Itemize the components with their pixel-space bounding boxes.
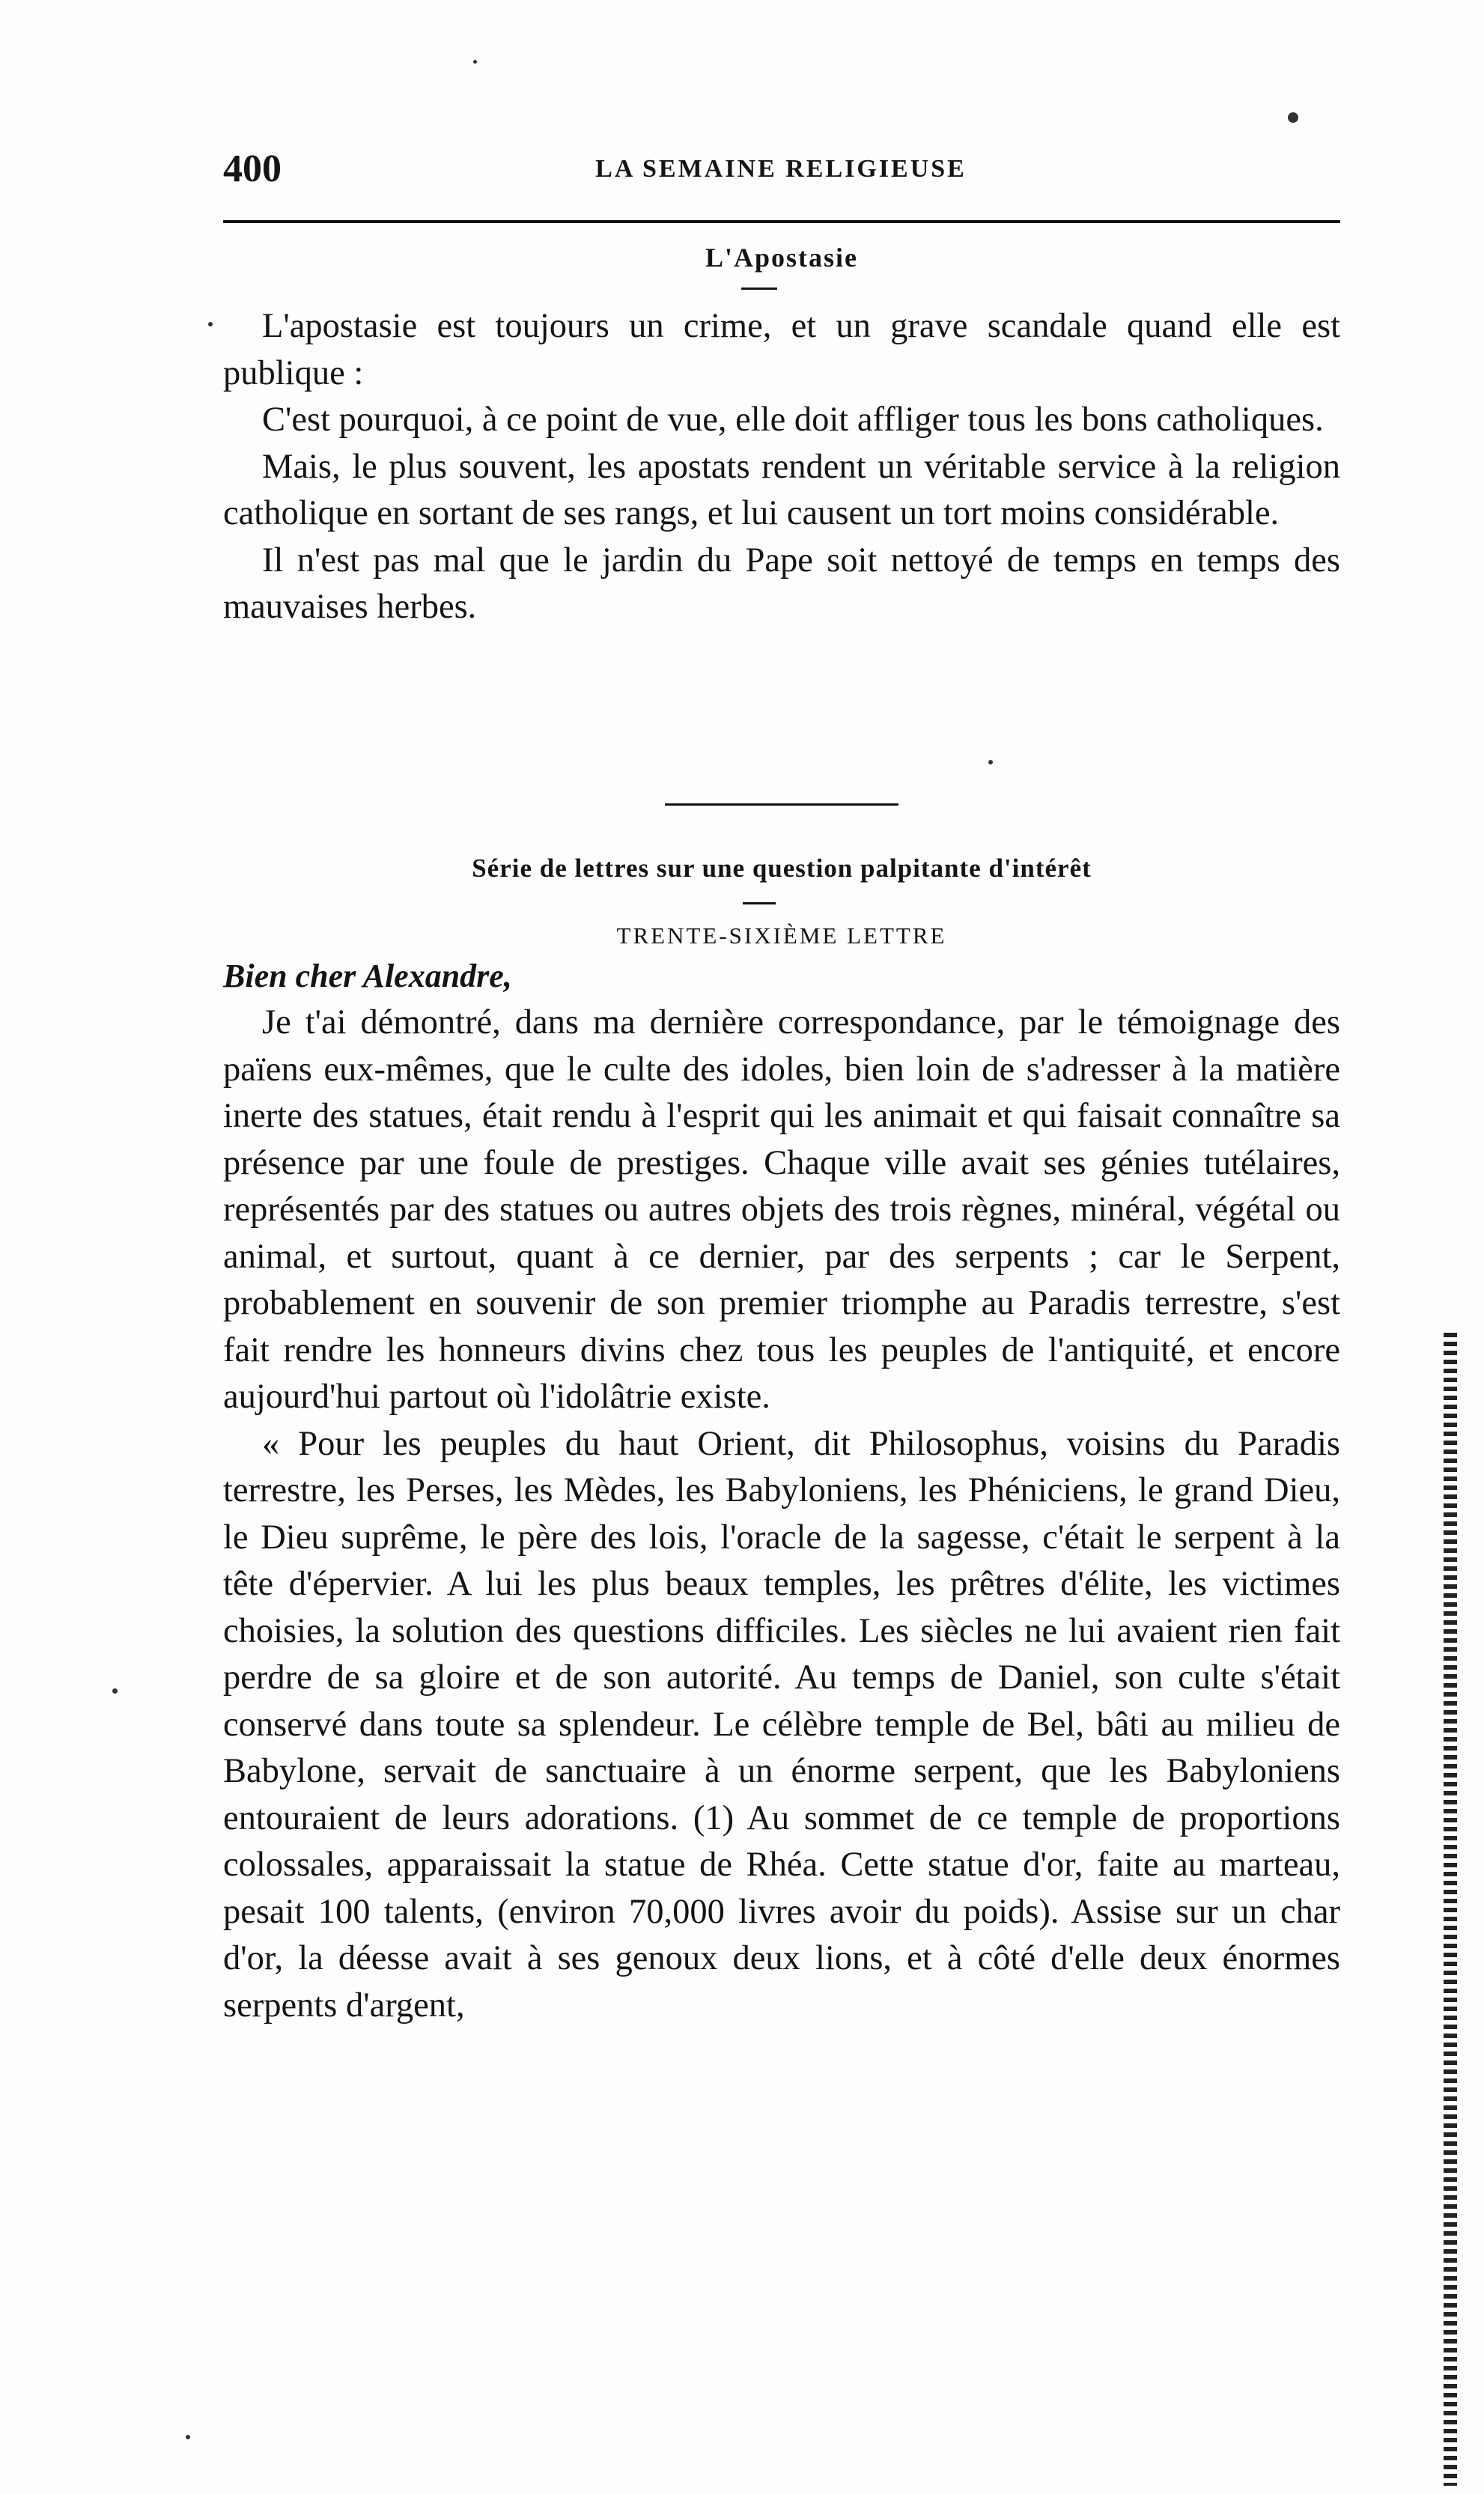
ink-speck — [1288, 112, 1298, 123]
ink-speck — [186, 2435, 190, 2439]
ink-speck — [208, 322, 213, 326]
salutation: Bien cher Alexandre, — [223, 958, 512, 994]
running-head: LA SEMAINE RELIGIEUSE — [595, 155, 967, 183]
paragraph: Mais, le plus souvent, les apostats rendent un véritable service à la religion catholique en sortant de ses rangs, et lui causent un tort moins considérable. — [223, 447, 1340, 532]
page-number: 400 — [223, 147, 282, 190]
title-dash — [743, 902, 776, 904]
paragraph: Je t'ai démontré, dans ma dernière correspondance, par le témoignage des païens eux-mêmes, que le culte des idoles, bien loin de s'adresser à la matière inerte des statues, était rendu à l'esprit qui les animait et qui faisait connaître sa présence par une foule de prestiges. Chaque ville avait ses génies tutélaires, représentés par des statues ou autres objets des trois règnes, minéral, végétal ou animal, et surtout, quant à ce dernier, par des serpents ; car le Serpent, probablement en souvenir de son premier triomphe au Paradis terrestre, s'est fait rendre les honneurs divins chez tous les peuples de l'antiquité, et encore aujourd'hui partout où l'idolâtrie existe. — [223, 1003, 1340, 1416]
paragraph: C'est pourquoi, à ce point de vue, elle doit affliger tous les bons catholiques. — [262, 401, 1324, 439]
section-title-lettres: Série de lettres sur une question palpitante d'intérêt — [472, 854, 1092, 883]
page-edge-binding — [1444, 1333, 1457, 2486]
paragraph: L'apostasie est toujours un crime, et un grave scandale quand elle est publique : — [223, 307, 1340, 392]
letter-body — [223, 1000, 1340, 2029]
section-separator — [665, 803, 898, 806]
ink-speck — [473, 60, 477, 64]
header-rule — [223, 220, 1340, 223]
letter-number: TRENTE-SIXIÈME LETTRE — [616, 922, 947, 949]
page-header — [223, 147, 1339, 199]
paragraph: « Pour les peuples du haut Orient, dit Philosophus, voisins du Paradis terrestre, les Perses, les Mèdes, les Babyloniens, les Phéniciens, le grand Dieu, le Dieu suprême, le père des lois, l'oracle de la sagesse, c'était le serpent à la tête d'épervier. A lui les plus beaux temples, les prêtres d'élite, les victimes choisies, la solution des questions difficiles. Les siècles ne lui avaient rien fait perdre de sa gloire et de son autorité. Au temps de Daniel, son culte s'était conservé dans toute sa splendeur. Le célèbre temple de Bel, bâti au milieu de Babylone, servait de sanctuaire à un énorme serpent, que les Babyloniens entouraient de leurs adorations. (1) Au sommet de ce temple de proportions colossales, apparaissait la statue de Rhéa. Cette statue d'or, faite au marteau, pesait 100 talents, (environ 70,000 livres avoir du poids). Assise sur un char d'or, la déesse avait à ses genoux deux lions, et à côté d'elle deux énormes serpents d'argent, — [223, 1424, 1340, 2025]
title-dash — [741, 288, 777, 290]
section-title-apostasie: L'Apostasie — [705, 243, 859, 273]
apostasie-body — [223, 303, 1340, 631]
ink-speck — [112, 1688, 118, 1694]
ink-speck — [988, 760, 993, 764]
paragraph: Il n'est pas mal que le jardin du Pape soit nettoyé de temps en temps des mauvaises herbes. — [223, 541, 1340, 626]
